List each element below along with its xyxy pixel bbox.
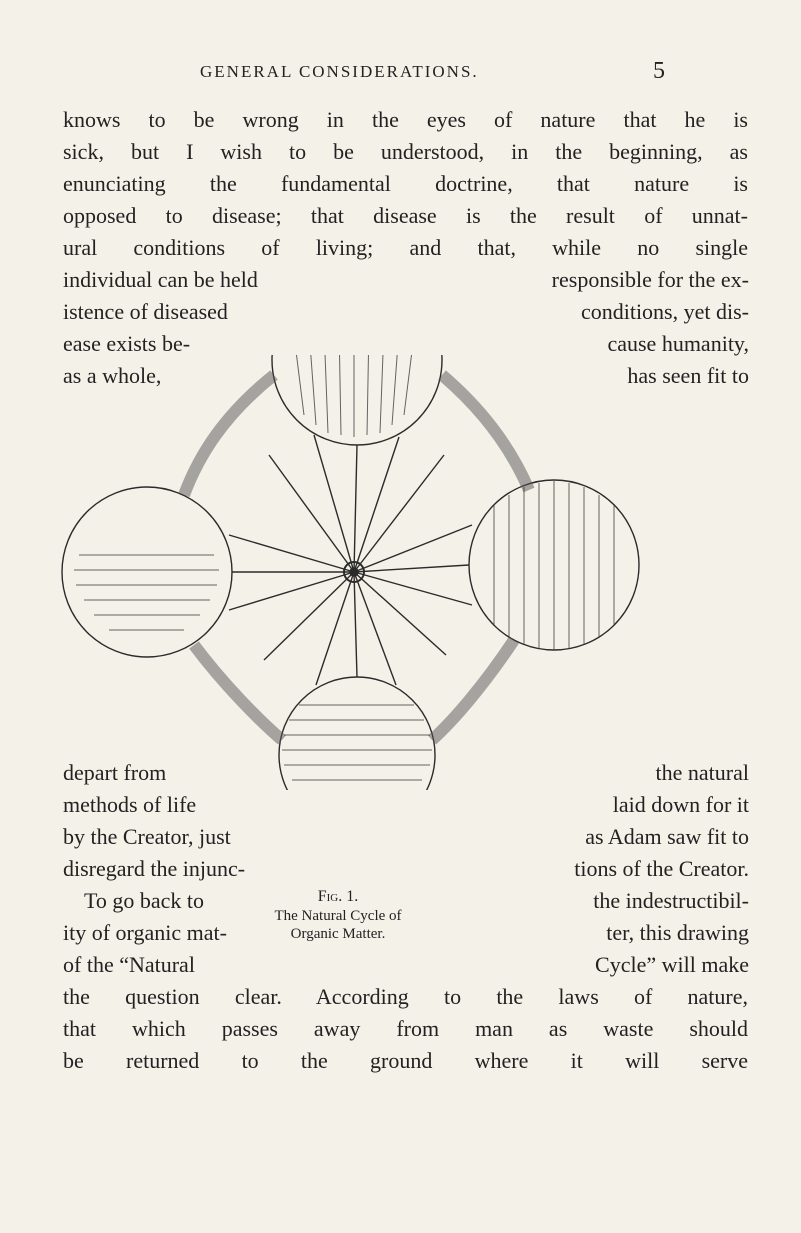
body-line: enunciating the fundamental doctrine, that nature is [63, 171, 748, 196]
right-column-line: responsible for the ex- [551, 267, 749, 292]
running-header [0, 58, 801, 86]
right-column-line: has seen fit to [627, 363, 749, 388]
running-title: GENERAL CONSIDERATIONS. [200, 62, 479, 81]
natural-cycle-figure [54, 355, 654, 790]
left-column-line: depart from [63, 760, 167, 785]
left-column-line: of the “Natural [63, 952, 195, 977]
body-line: ural conditions of living; and that, while no single [63, 235, 748, 260]
right-column-line: cause humanity, [607, 331, 749, 356]
left-column-line: by the Creator, just [63, 824, 231, 849]
right-column-line: laid down for it [612, 792, 749, 817]
left-column-line: methods of life [63, 792, 197, 817]
left-column-line: ease exists be- [63, 331, 191, 356]
figure-caption-line: The Natural Cycle of [274, 908, 402, 924]
right-column-line: ter, this drawing [606, 920, 749, 945]
left-medallion [62, 487, 232, 657]
page-number: 5 [653, 58, 665, 84]
bottom-medallion [279, 677, 435, 790]
body-line: the question clear. According to the laws of nature, [63, 984, 748, 1009]
body-line: sick, but I wish to be understood, in the beginning, as [63, 139, 748, 164]
right-column-line: the natural [655, 760, 749, 785]
left-column-line: istence of diseased [63, 299, 228, 324]
figure-caption-line: Organic Matter. [290, 926, 386, 942]
left-column-line: as a whole, [63, 363, 162, 388]
left-column-line: To go back to [84, 888, 205, 913]
right-column-line: as Adam saw fit to [585, 824, 749, 849]
body-line: that which passes away from man as waste should [63, 1016, 748, 1041]
left-column-line: individual can be held [63, 267, 258, 292]
right-column-line: tions of the Creator. [574, 856, 749, 881]
left-column-line: ity of organic mat- [63, 920, 227, 945]
figure-label: Fig. 1. [317, 888, 359, 905]
right-column-line: the indestructibil- [593, 888, 749, 913]
body-line: knows to be wrong in the eyes of nature that he is [63, 107, 748, 132]
left-column-line: disregard the injunc- [63, 856, 246, 881]
right-column-line: conditions, yet dis- [580, 299, 749, 324]
top-medallion [272, 355, 442, 445]
body-line: be returned to the ground where it will serve [63, 1048, 748, 1073]
right-column-line: Cycle” will make [595, 952, 749, 977]
body-line: opposed to disease; that disease is the result of unnat- [63, 203, 748, 228]
